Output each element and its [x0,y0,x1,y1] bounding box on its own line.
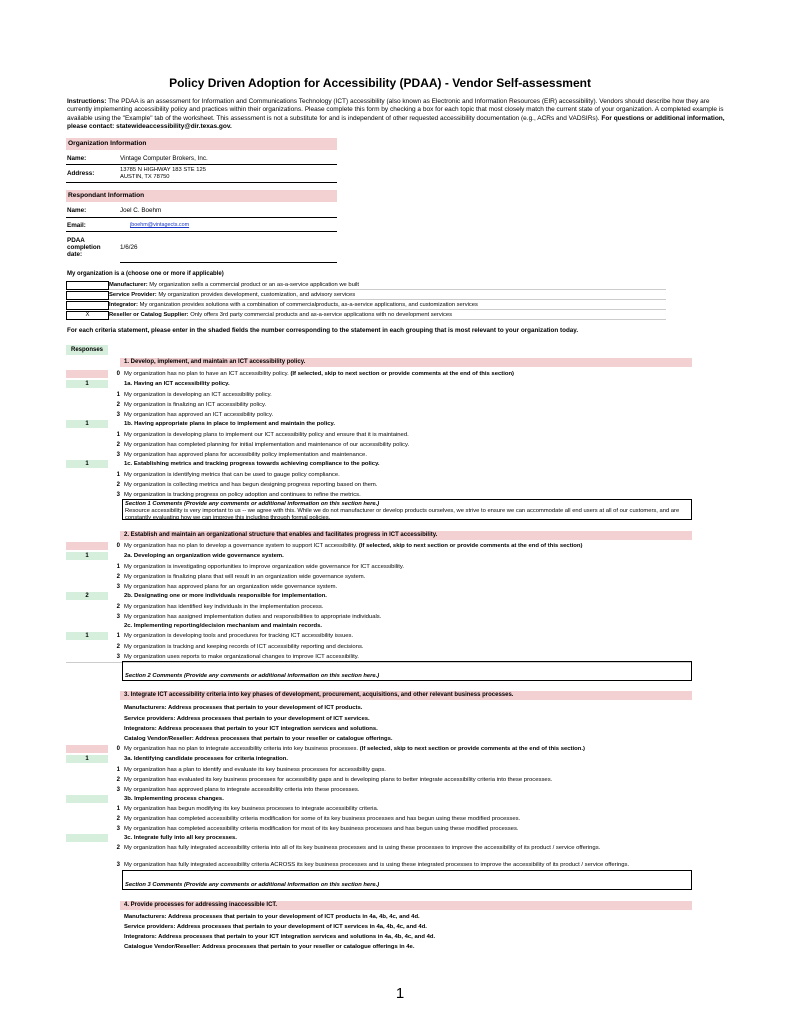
email-link[interactable]: jboehm@vintagects.com [130,222,190,228]
service-provider-checkbox[interactable] [66,291,109,300]
s4-integrators: Integrators: Address processes that pertain to your ICT integration services and solutions in 4a, 4b, 4c, and 4d. [124,934,436,940]
section-1-comments[interactable]: Section 1 Comments (Provide any comments or additional information on this section here.) Resource accessibility is very important to us -- we agree with this. While we do not manufacturer or develop products ourselves, we strive to ensure we can accommodate all end users at all of our customers, and are constantly evaluating how we can improve this including through formal policies. [122,499,692,520]
integrator-checkbox[interactable] [66,301,109,310]
s1b-row: 1 1b. Having appropriate plans in place to implement and maintain the policy. [0,420,800,430]
s3b-row: 3b. Implementing process changes. [0,795,800,805]
s3-option-0: 0 My organization has no plan to integrate accessibility criteria into key business processes. (If selected, skip to next section or provide comments at the end of this section.) [0,745,800,755]
address-label: Address: [67,170,95,177]
list-item: 3 My organization has approved plans to integrate accessibility criteria into these processes. [116,787,360,793]
manufacturer-checkbox[interactable] [66,281,109,290]
s1b-response[interactable]: 1 [66,420,108,428]
s1c-row: 1 1c. Establishing metrics and tracking progress towards achieving compliance to the policy. [0,460,800,470]
s3b-response[interactable] [66,795,108,803]
resp-name-label: Name: [67,207,87,214]
reseller-option: Reseller or Catalog Supplier: Only offers 3rd party commercial products and as-a-service applications with no development services [109,311,666,320]
list-item: 2 My organization is tracking and keeping records of ICT accessibility reporting and decisions. [116,644,364,650]
service-provider-option: Service Provider: My organization provides development, customization, and advisory services [109,291,666,300]
s1a-row: 1 1a. Having an ICT accessibility policy. [0,380,800,390]
address-line-2[interactable]: AUSTIN, TX 78750 [120,174,170,180]
section-2-comments[interactable]: Section 2 Comments (Provide any comments or additional information on this section here.) [122,661,692,681]
s2-none-response[interactable] [66,542,108,550]
s3-integrators: Integrators: Address processes that pertain to your ICT integration services and solutions. [124,726,378,732]
list-item: 1 My organization is developing plans to implement our ICT accessibility policy and ensure that it is maintained. [116,432,409,438]
page-number: 1 [395,985,405,1002]
divider [66,217,337,218]
org-name-label: Name: [67,155,87,162]
s4-service-providers: Service providers: Address processes that pertain to your development of ICT services in 4a, 4b, 4c, and 4d. [124,924,427,930]
s1-option-0: 0 My organization has no plan to have an ICT accessibility policy. (If selected, skip to next section or provide comments at the end of this section) [0,370,800,380]
date-label: PDAA completion date: [67,237,101,258]
s1c-response[interactable]: 1 [66,460,108,468]
completion-date-value[interactable]: 1/6/26 [120,244,138,251]
list-item: 3 My organization has completed accessibility criteria modification for most of its key business processes and has begun using these modified processes. [116,826,519,832]
list-item: 3 My organization is tracking progress on policy adoption and continues to refine the metrics. [116,492,361,498]
page-title: Policy Driven Adoption for Accessibility (PDAA) - Vendor Self-assessment [169,76,591,90]
s3-none-response[interactable] [66,745,108,753]
criteria-instruction: For each criteria statement, please enter in the shaded fields the number corresponding to the statement in each grouping that is most relevant to your organization today. [67,327,579,334]
section-3-header: 3. Integrate ICT accessibility criteria into key phases of development, procurement, acquisitions, and other relevant business processes. [120,691,692,700]
manufacturer-option: Manufacturer: My organization sells a commercial product or an as-a-service application we built [109,281,666,290]
s3a-row: 1 3a. Identifying candidate processes for criteria integration. [0,755,800,765]
email-label: Email: [67,222,86,229]
list-item: 3 My organization has approved plans for an organization wide governance system. [116,584,338,590]
list-item: 2 My organization is collecting metrics and has begun designing progress reporting based on them. [116,482,378,488]
list-item: 2 My organization has identified key individuals in the implementation process. [116,604,324,610]
list-item: 1 1 My organization is developing tools and procedures for tracking ICT accessibility issues. [0,632,800,642]
s4-manufacturers: Manufacturers: Address processes that pertain to your development of ICT products in 4a, 4b, 4c, and 4d. [124,914,420,920]
s2c-response[interactable]: 1 [66,632,108,640]
divider [66,164,337,165]
s2c-row: 2c. Implementing reporting/decision mechanism and maintain records. [124,623,323,629]
list-item: 2 My organization has completed planning for initial implementation and maintenance of our accessibility policy. [116,442,410,448]
list-item: 1 My organization has begun modifying its key business processes to integrate accessibility criteria. [116,806,379,812]
section-2-header: 2. Establish and maintain an organizational structure that enables and facilitates progress in ICT accessibility. [120,531,692,540]
s3-catalog-vendor: Catalog Vendor/Reseller: Address processes that pertain to your reseller or catalogue offerings. [124,736,393,742]
integrator-option: Integrator: My organization provides solutions with a combination of commercialproducts, as-a-service applications, and customization services [109,301,666,310]
list-item: 1 My organization is identifying metrics that can be used to gauge policy compliance. [116,472,340,478]
s1-none-response[interactable] [66,370,108,378]
org-name-value[interactable]: Vintage Computer Brokers, Inc. [120,155,208,162]
reseller-checkbox[interactable]: X [66,311,109,320]
s2-option-0: 0 My organization has no plan to develop a governance system to support ICT accessibility. (If selected, skip to next section or provide comments at the end of this section) [0,542,800,552]
divider [120,262,337,263]
list-item: 1 My organization is developing an ICT accessibility policy. [116,392,272,398]
s2b-response[interactable]: 2 [66,592,108,600]
list-item: 3 My organization has fully integrated accessibility criteria ACROSS its key business processes and is using these integrated processes to improve the accessibility of its product / service offerings. [116,862,630,868]
list-item: 2 My organization has completed accessibility criteria modification for some of its key business processes and has begun using these modified processes. [116,816,521,822]
s3-service-providers: Service providers: Address processes that pertain to your development of ICT services. [124,716,370,722]
list-item: 3 My organization has assigned implementation duties and responsibilities to appropriate individuals. [116,614,382,620]
list-item: 3 My organization uses reports to make organizational changes to improve ICT accessibility. [116,654,359,660]
s3a-response[interactable]: 1 [66,755,108,763]
list-item: 2 My organization has fully integrated accessibility criteria into all of its key business processes and is using these processes to improve the accessibility of its product / service offerings. [116,845,601,851]
list-item: 1 My organization has a plan to identify and evaluate its key business processes for accessibility gaps. [116,767,386,773]
section-4-header: 4. Provide processes for addressing inaccessible ICT. [120,901,692,910]
divider [66,182,337,183]
divider [66,231,337,232]
s2a-row: 1 2a. Developing an organization wide governance system. [0,552,800,562]
s2b-row: 2 2b. Designating one or more individuals responsible for implementation. [0,592,800,602]
list-item: 3 My organization has approved an ICT accessibility policy. [116,412,274,418]
s4-catalog-vendor: Catalogue Vendor/Reseller: Address processes that pertain to your reseller or catalogue offerings in 4e. [124,944,415,950]
responses-header: Responses [66,345,108,355]
section-3-comments[interactable]: Section 3 Comments (Provide any comments or additional information on this section here.) [122,870,692,890]
respondant-info-header: Respondant Information [66,190,337,202]
section-1-header: 1. Develop, implement, and maintain an ICT accessibility policy. [120,358,692,367]
instructions-label: Instructions: [67,98,107,105]
s1a-response[interactable]: 1 [66,380,108,388]
org-type-label: My organization is a (choose one or more if applicable) [67,271,224,277]
section-1-comment-text: Resource accessibility is very important to us -- we agree with this. While we do not manufacturer or develop products ourselves, we strive to ensure we can accommodate all end users at all of our customers, and are constantly evaluating how we can improve this including through formal policies. [125,507,680,521]
s3c-response[interactable] [66,834,108,842]
list-item: 2 My organization has evaluated its key business processes for accessibility gaps and is developing plans to better integrate accessibility criteria into these processes. [116,777,553,783]
contact-line: For questions or additional information, please contact: statewideaccessibility@dir.texas.gov. [67,114,725,131]
list-item: 3 My organization has approved plans for accessibility policy implementation and maintenance. [116,452,367,458]
s2a-response[interactable]: 1 [66,552,108,560]
address-line-1[interactable]: 13785 N HIGHWAY 183 STE 125 [120,167,206,173]
org-info-header: Organization Information [66,138,337,150]
list-item: 2 My organization is finalizing plans that will result in an organization wide governance system. [116,574,366,580]
list-item: 2 My organization is finalizing an ICT accessibility policy. [116,402,267,408]
instructions [67,98,735,132]
instructions-body: The PDAA is an assessment for Information and Communications Technology (ICT) accessibility (also known as Electronic and Information Resources (EIR) accessibility). Vendors should describe how they are currently implementing accessibility policy and practices within their organizations. Please complete this form by checking a box for each topic that most closely match the current state of your organization. A completed example is available using the "Example" tab of the worksheet. This assessment is not a substitute for and is independent of other requested accessibility documentation (e.g., ACRs and VADSIRs). [67,98,724,122]
s3c-row: 3c. Integrate fully into all key processes. [0,834,800,844]
s3-manufacturers: Manufacturers: Address processes that pertain to your development of ICT products. [124,705,363,711]
resp-name-value[interactable]: Joel C. Boehm [120,207,162,214]
list-item: 1 My organization is investigating opportunities to improve organization wide governance for ICT accessibility. [116,564,405,570]
